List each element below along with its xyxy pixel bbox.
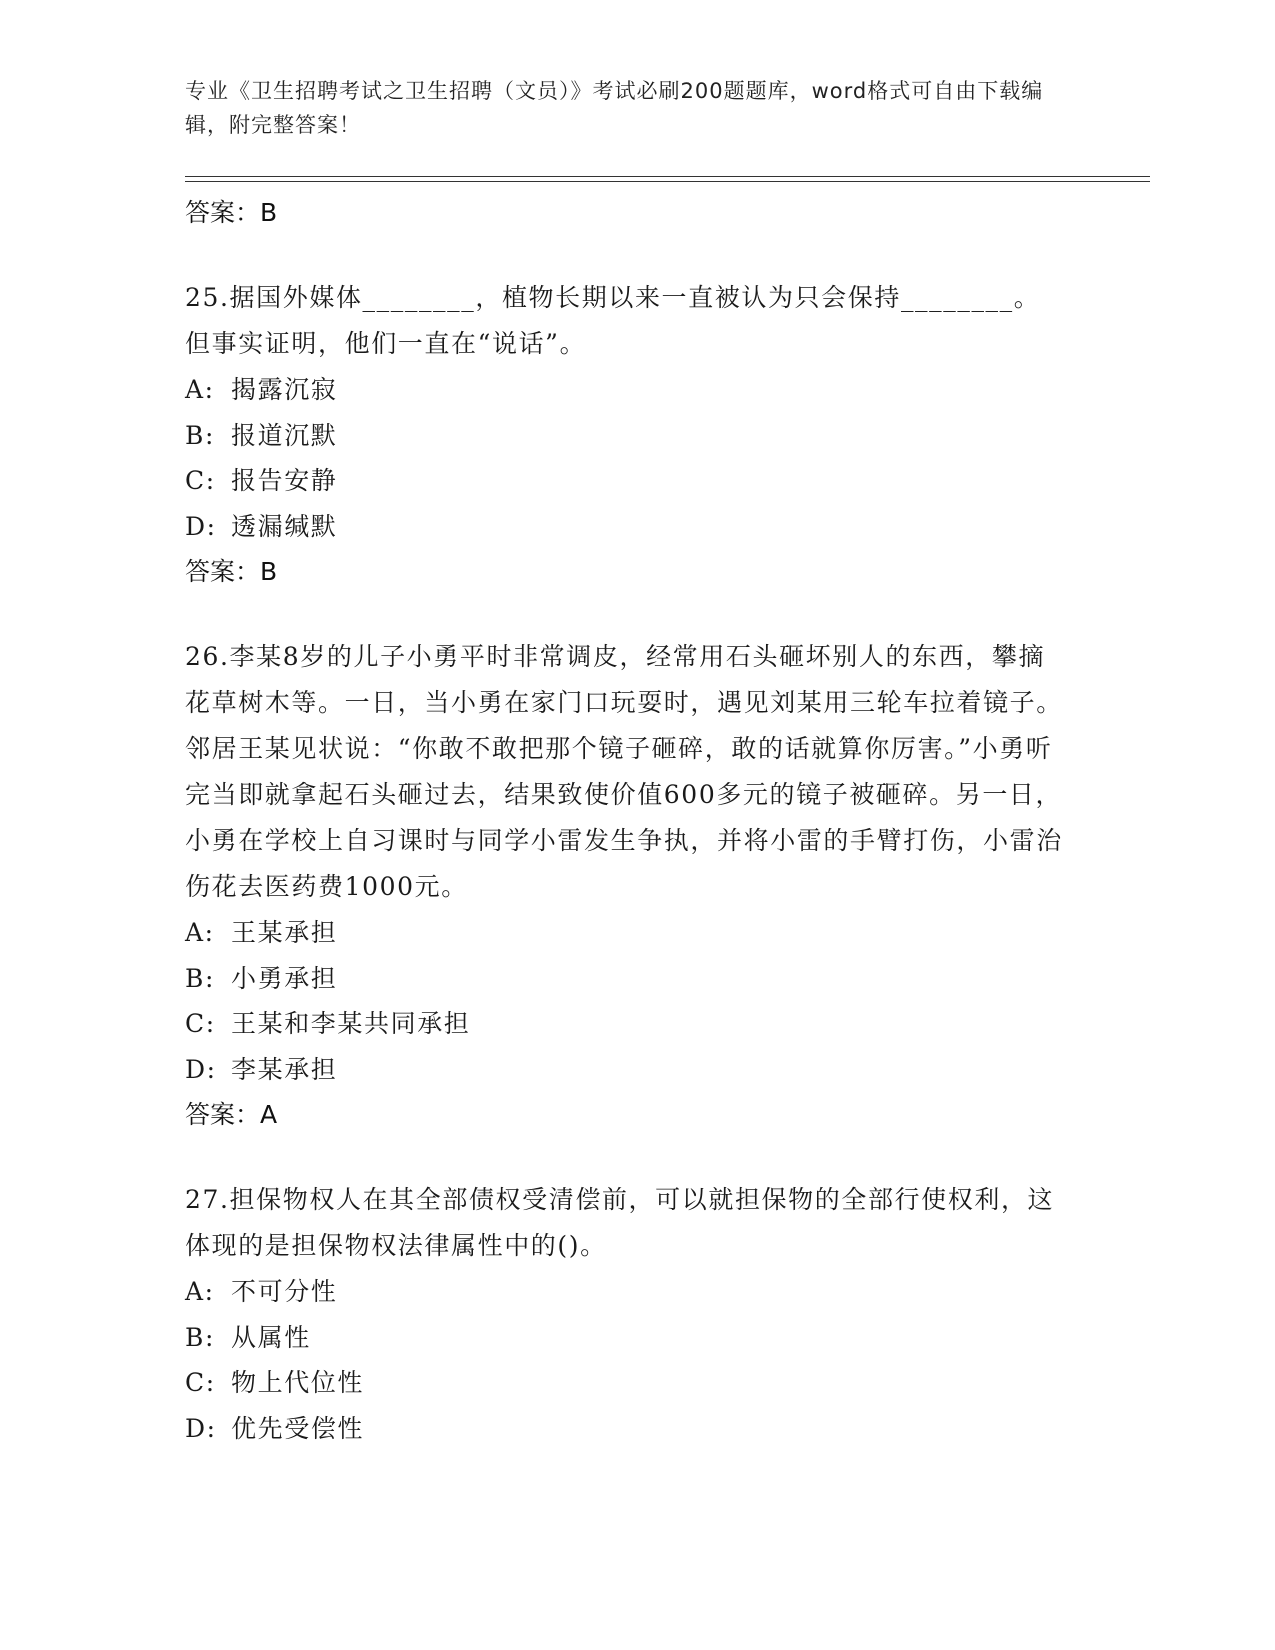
option-c [185,458,1065,504]
answer-line: 答案：B [185,557,278,586]
option-text: 揭露沉寂 [231,375,338,404]
document-body [185,190,1065,1451]
option-label: B: [185,420,215,450]
option-label: A: [185,918,215,947]
option-label: A: [185,1277,215,1306]
option-label: D: [185,511,217,541]
document-header: 专业《卫生招聘考试之卫生招聘（文员）》考试必刷200题题库，word格式可自由下载编辑，附完整答案！ [185,79,1044,137]
option-text: 小勇承担 [231,963,338,993]
option-label: C: [185,1009,216,1038]
option-c [185,1360,1065,1406]
question-stem: 25.据国外媒体________，植物长期以来一直被认为只会保持________。但事实证明，他们一直在“说话”。 [185,283,1041,358]
answer-line: 答案：B [185,198,278,227]
option-label: D: [185,1054,217,1084]
option-label: B: [185,963,215,993]
answer-line: 答案：A [185,1100,278,1129]
option-b [185,413,1065,459]
option-label: C: [185,466,216,495]
option-text: 从属性 [231,1322,311,1352]
question-26 [185,634,1065,1137]
option-d [185,504,1065,550]
option-b [185,1315,1065,1361]
option-a [185,910,1065,956]
question-27 [185,1177,1065,1451]
option-a [185,367,1065,413]
question-25 [185,275,1065,594]
option-text: 报告安静 [231,466,338,495]
option-d [185,1406,1065,1452]
option-text: 不可分性 [231,1277,338,1306]
option-label: D: [185,1413,217,1443]
option-text: 王某承担 [231,918,338,947]
question-stem: 27.担保物权人在其全部债权受清偿前，可以就担保物的全部行使权利，这体现的是担保物权法律属性中的()。 [185,1185,1055,1260]
option-a [185,1269,1065,1315]
option-text: 透漏缄默 [231,511,338,541]
option-b [185,956,1065,1002]
option-label: A: [185,375,215,404]
question-stem: 26.李某8岁的儿子小勇平时非常调皮，经常用石头砸坏别人的东西，攀摘花草树木等。一日，当小勇在家门口玩耍时，遇见刘某用三轮车拉着镜子。邻居王某见状说：“你敢不敢把那个镜子砸碎，敢的话就算你厉害。”小勇听完当即就拿起石头砸过去，结果致使价值600多元的镜子被砸碎。另一日，小勇在学校上自习课时与同学小雷发生争执，并将小雷的手臂打伤，小雷治伤花去医药费1000元。 [185,642,1063,901]
option-text: 报道沉默 [231,420,338,450]
option-text: 李某承担 [231,1054,338,1084]
option-text: 优先受偿性 [231,1413,365,1443]
option-d [185,1047,1065,1093]
header-divider [185,176,1150,182]
option-label: C: [185,1368,216,1397]
option-text: 物上代位性 [231,1368,365,1397]
option-c [185,1001,1065,1047]
option-label: B: [185,1322,215,1352]
option-text: 王某和李某共同承担 [231,1009,471,1038]
